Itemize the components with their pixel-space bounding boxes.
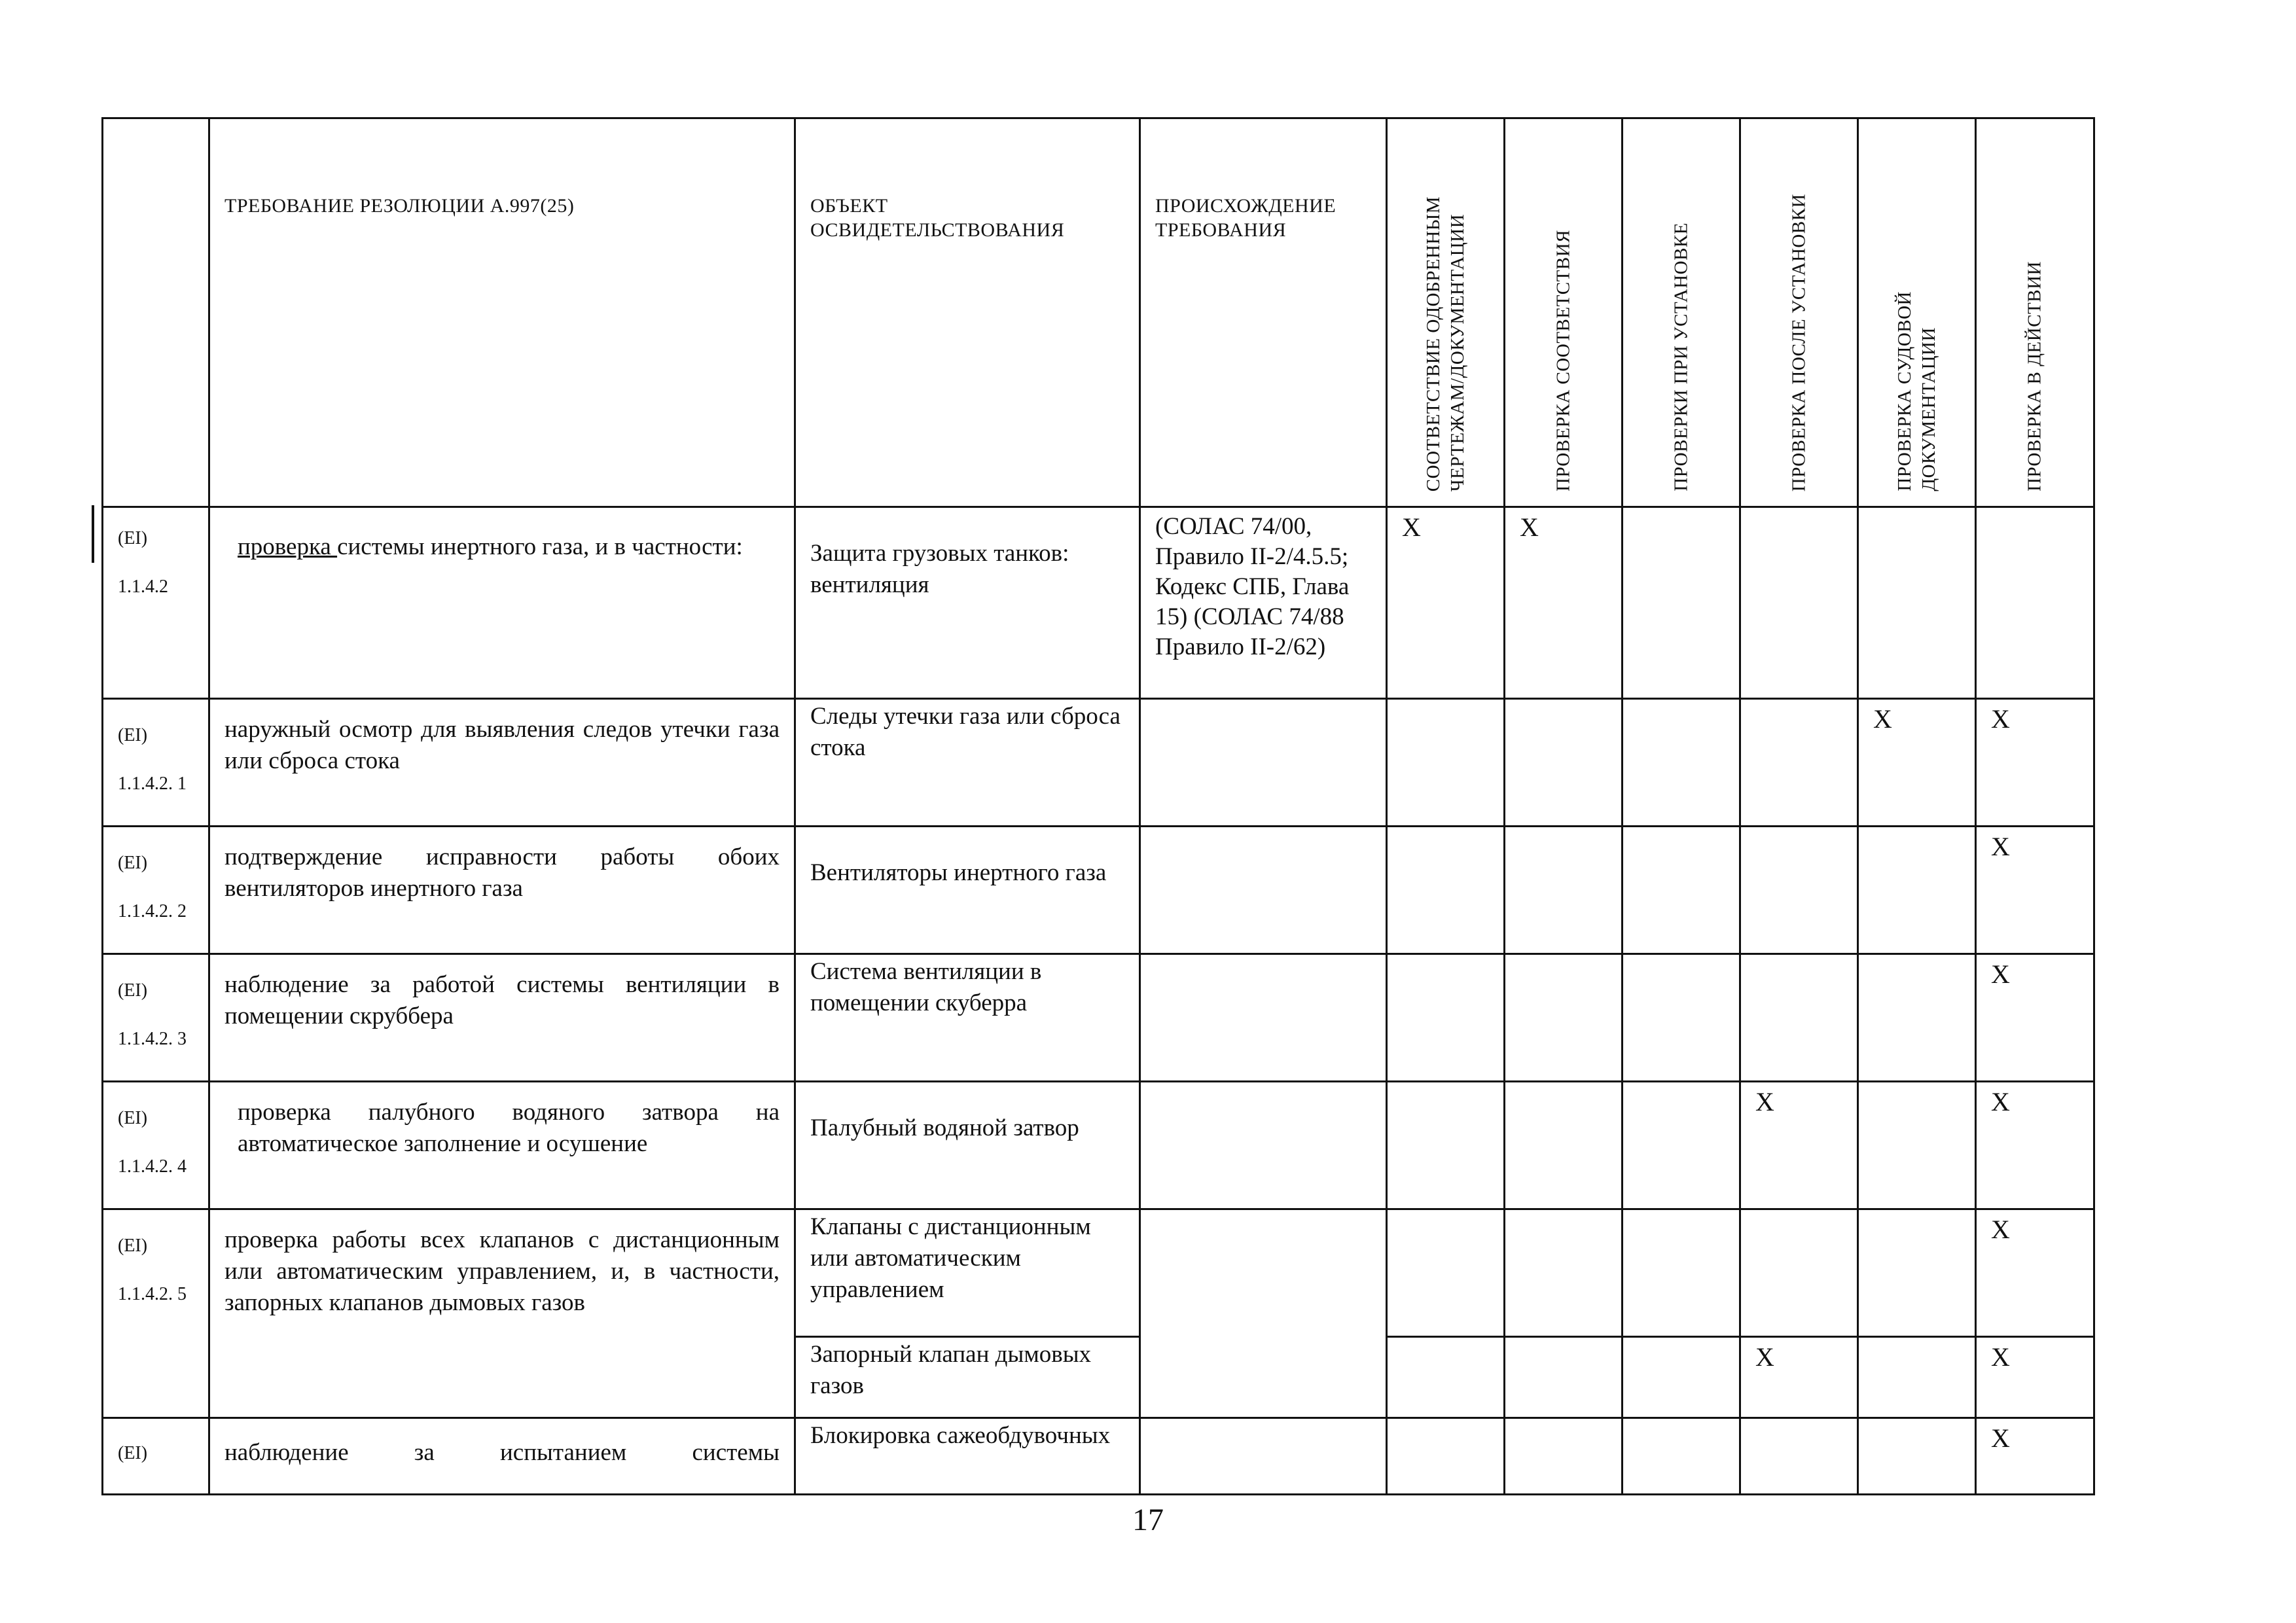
table-row — [103, 1082, 2094, 1209]
mark-cell — [1387, 1337, 1505, 1418]
row-requirement: наблюдение за испытанием системы — [209, 1418, 795, 1495]
row-object: Вентиляторы инертного газа — [795, 827, 1140, 954]
mark-cell — [1858, 827, 1976, 954]
mark-cell — [1623, 1082, 1740, 1209]
row-origin — [1140, 1209, 1387, 1418]
row-object: Система вентиляции в помещении скуберра — [795, 954, 1140, 1082]
row-requirement: проверка системы инертного газа, и в частности: — [209, 507, 795, 699]
table-header-row — [103, 118, 2094, 507]
row-code: (EI) 1.1.4.2. 3 — [103, 954, 209, 1082]
mark-cell — [1858, 1082, 1976, 1209]
mark-cell — [1740, 699, 1858, 827]
mark-cell — [1623, 1209, 1740, 1337]
mark-cell — [1505, 1337, 1623, 1418]
header-check-installation: ПРОВЕРКИ ПРИ УСТАНОВКЕ — [1623, 118, 1740, 507]
row-object: Клапаны с дистанционным или автоматическим управлением — [795, 1209, 1140, 1337]
row-code: (EI) 1.1.4.2. 1 — [103, 699, 209, 827]
mark-cell — [1740, 1209, 1858, 1337]
row-code: (EI) 1.1.4.2. 4 — [103, 1082, 209, 1209]
table-row — [103, 827, 2094, 954]
mark-cell: X — [1976, 954, 2094, 1082]
row-origin — [1140, 827, 1387, 954]
row-requirement: проверка палубного водяного затвора на автоматическое заполнение и осушение — [209, 1082, 795, 1209]
row-code: (EI) 1.1.4.2 — [103, 507, 209, 699]
table-row — [103, 1209, 2094, 1337]
mark-cell — [1740, 1418, 1858, 1495]
mark-cell — [1623, 699, 1740, 827]
mark-cell — [1505, 1418, 1623, 1495]
header-object: ОБЪЕКТ ОСВИДЕТЕЛЬСТВОВАНИЯ — [795, 118, 1140, 507]
revision-change-bar — [92, 505, 94, 563]
row-code: (EI) 1.1.4.2. 2 — [103, 827, 209, 954]
mark-cell — [1387, 1082, 1505, 1209]
header-check-approved-drawings: СООТВЕТСТВИЕ ОДОБРЕННЫМ ЧЕРТЕЖАМ/ДОКУМЕНТАЦИИ — [1387, 118, 1505, 507]
mark-cell — [1505, 827, 1623, 954]
mark-cell: X — [1858, 699, 1976, 827]
mark-cell: X — [1740, 1082, 1858, 1209]
mark-cell: X — [1505, 507, 1623, 699]
mark-cell: X — [1387, 507, 1505, 699]
page-number: 17 — [1132, 1503, 1164, 1537]
row-object: Защита грузовых танков: вентиляция — [795, 507, 1140, 699]
mark-cell — [1505, 954, 1623, 1082]
row-origin — [1140, 1418, 1387, 1495]
mark-cell — [1387, 1418, 1505, 1495]
header-check-in-action: ПРОВЕРКА В ДЕЙСТВИИ — [1976, 118, 2094, 507]
mark-cell — [1740, 507, 1858, 699]
header-check-after-installation: ПРОВЕРКА ПОСЛЕ УСТАНОВКИ — [1740, 118, 1858, 507]
mark-cell — [1858, 507, 1976, 699]
mark-cell — [1505, 1209, 1623, 1337]
row-code: (EI) 1.1.4.2. 5 — [103, 1209, 209, 1418]
row-object: Палубный водяной затвор — [795, 1082, 1140, 1209]
mark-cell — [1623, 954, 1740, 1082]
mark-cell: X — [1976, 1082, 2094, 1209]
row-object: Запорный клапан дымовых газов — [795, 1337, 1140, 1418]
mark-cell — [1858, 1418, 1976, 1495]
header-check-conformity: ПРОВЕРКА СООТВЕТСТВИЯ — [1505, 118, 1623, 507]
header-origin: ПРОИСХОЖДЕНИЕ ТРЕБОВАНИЯ — [1140, 118, 1387, 507]
mark-cell — [1623, 827, 1740, 954]
table-row — [103, 699, 2094, 827]
mark-cell: X — [1976, 1337, 2094, 1418]
survey-checklist-table — [101, 117, 2095, 1495]
mark-cell: X — [1976, 827, 2094, 954]
table-row — [103, 1418, 2094, 1495]
mark-cell — [1740, 827, 1858, 954]
mark-cell — [1387, 699, 1505, 827]
mark-cell — [1387, 827, 1505, 954]
mark-cell — [1740, 954, 1858, 1082]
row-code: (EI) — [103, 1418, 209, 1495]
mark-cell: X — [1976, 699, 2094, 827]
row-origin — [1140, 1082, 1387, 1209]
row-origin — [1140, 699, 1387, 827]
row-object: Блокировка сажеобдувочных — [795, 1418, 1140, 1495]
row-requirement: наружный осмотр для выявления следов утечки газа или сброса стока — [209, 699, 795, 827]
row-requirement: проверка работы всех клапанов с дистанционным или автоматическим управлением, и, в частности, запорных клапанов дымовых газов — [209, 1209, 795, 1418]
mark-cell — [1387, 1209, 1505, 1337]
mark-cell — [1505, 699, 1623, 827]
mark-cell — [1387, 954, 1505, 1082]
row-requirement: подтверждение исправности работы обоих вентиляторов инертного газа — [209, 827, 795, 954]
mark-cell — [1623, 1337, 1740, 1418]
mark-cell — [1623, 1418, 1740, 1495]
mark-cell — [1623, 507, 1740, 699]
table-row — [103, 507, 2094, 699]
mark-cell — [1858, 954, 1976, 1082]
header-code-cell — [103, 118, 209, 507]
row-origin: (СОЛАС 74/00, Правило II-2/4.5.5; Кодекс СПБ, Глава 15) (СОЛАС 74/88 Правило II-2/62) — [1140, 507, 1387, 699]
row-object: Следы утечки газа или сброса стока — [795, 699, 1140, 827]
mark-cell — [1858, 1337, 1976, 1418]
mark-cell: X — [1740, 1337, 1858, 1418]
mark-cell: X — [1976, 1209, 2094, 1337]
row-origin — [1140, 954, 1387, 1082]
row-requirement: наблюдение за работой системы вентиляции в помещении скруббера — [209, 954, 795, 1082]
table-row — [103, 954, 2094, 1082]
header-check-ship-documents: ПРОВЕРКА СУДОВОЙ ДОКУМЕНТАЦИИ — [1858, 118, 1976, 507]
header-requirement: ТРЕБОВАНИЕ РЕЗОЛЮЦИИ А.997(25) — [209, 118, 795, 507]
mark-cell — [1505, 1082, 1623, 1209]
mark-cell — [1976, 507, 2094, 699]
mark-cell: X — [1976, 1418, 2094, 1495]
mark-cell — [1858, 1209, 1976, 1337]
